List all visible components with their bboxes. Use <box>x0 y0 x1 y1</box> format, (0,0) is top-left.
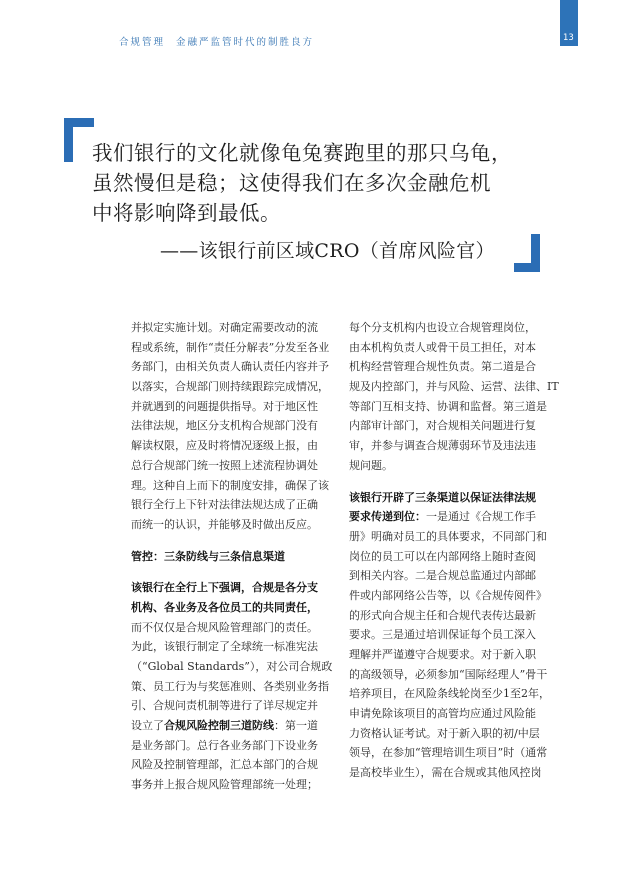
left-column <box>131 318 336 795</box>
right-column <box>349 318 559 783</box>
bold-text-line: 该银行开辟了三条渠道以保证法律法规 <box>349 490 536 504</box>
text-line: 并拟定实施计划。对确定需要改动的流 <box>131 321 318 334</box>
text-line: 册》明确对员工的具体要求，不同部门和 <box>349 529 547 543</box>
text-line-mixed <box>131 716 336 736</box>
text-line: 法律法规，地区分支机构合规部门没有 <box>131 419 318 433</box>
text-line: 内部审计部门，对合规相关问题进行复 <box>349 419 536 433</box>
text-line: 理解并严谨遵守合规要求。对于新入职 <box>349 648 536 661</box>
paragraph-gap <box>131 535 336 547</box>
text-line: 的形式向合规主任和合规代表传达最新 <box>349 608 536 622</box>
quote-line: 中将影响降到最低。 <box>92 201 281 225</box>
text-line: 机构经营管理合规性负责。第二道是合 <box>349 360 536 374</box>
text-line: 务部门，由相关负责人确认责任内容并予 <box>131 360 329 374</box>
page-number: 13 <box>563 33 574 43</box>
quote-line: 虽然慢但是稳；这使得我们在多次金融危机 <box>92 171 491 195</box>
paragraph-gap <box>349 476 559 488</box>
text-line: 件或内部网络公告等，以《合规传阅件》 <box>349 588 547 602</box>
page-header <box>0 0 620 60</box>
section-heading: 管控：三条防线与三条信息渠道 <box>131 549 285 563</box>
text-line: 银行全行上下针对法律法规达成了正确 <box>131 498 318 512</box>
quote-bracket-top-left <box>64 118 94 162</box>
header-subtitle: 金融严监管时代的制胜良方 <box>176 37 315 48</box>
text-line: 申请免除该项目的高管均应通过风险能 <box>349 707 536 721</box>
text-line: 力资格认证考试。对于新入职的初/中层 <box>349 726 540 740</box>
pull-quote <box>92 138 522 228</box>
bold-text-line: 机构、各业务及各位员工的共同责任， <box>131 600 318 614</box>
paragraph-gap <box>131 566 336 578</box>
text-fragment: ：第一道 <box>274 719 318 733</box>
text-line: 规问题。 <box>349 458 393 472</box>
text-line: 岗位的员工可以在内部网络上随时查阅 <box>349 549 536 563</box>
text-line: 解读权限，应及时将情况逐级上报，由 <box>131 439 318 453</box>
text-line: （“Global Standards”），对公司合规政 <box>131 660 333 673</box>
text-line: 由本机构负责人或骨干员工担任，对本 <box>349 340 536 354</box>
text-line: 总行合规部门统一按照上述流程协调处 <box>131 458 318 472</box>
text-line: 是高校毕业生），需在合规或其他风控岗 <box>349 766 542 780</box>
text-line: 为此，该银行制定了全球统一标准宪法 <box>131 640 318 654</box>
text-line: 规及内控部门，并与风险、运营、法律、IT <box>349 380 559 394</box>
text-line: 要求。三是通过培训保证每个员工深入 <box>349 628 536 642</box>
text-line: 每个分支机构内也设立合规管理岗位， <box>349 321 536 334</box>
text-line: 引、合规问责机制等进行了详尽规定并 <box>131 699 318 713</box>
text-line: 到相关内容。二是合规总监通过内部邮 <box>349 569 536 583</box>
text-line: 而统一的认识，并能够及时做出反应。 <box>131 517 318 531</box>
text-fragment: 一是通过《合规工作手 <box>426 510 536 524</box>
bold-fragment: 要求传递到位： <box>349 510 426 524</box>
running-header <box>119 34 320 48</box>
text-line: 理。这种自上而下的制度安排，确保了该 <box>131 478 329 492</box>
bold-text-line: 该银行在全行上下强调，合规是各分支 <box>131 581 318 595</box>
text-line: 是业务部门。总行各业务部门下设业务 <box>131 738 318 752</box>
text-line: 领导，在参加“管理培训生项目”时（通常 <box>349 746 548 760</box>
text-line: 事务并上报合规风险管理部统一处理； <box>131 778 318 792</box>
text-line: 等部门互相支持、协调和监督。第三道是 <box>349 399 547 413</box>
text-line: 程或系统，制作“责任分解表”分发至各业 <box>131 340 330 354</box>
text-line: 审，并参与调查合规薄弱环节及违法违 <box>349 439 536 453</box>
text-line: 以落实，合规部门则持续跟踪完成情况， <box>131 380 329 394</box>
bold-fragment: 合规风险控制三道防线 <box>164 719 274 733</box>
quote-attribution: ——该银行前区域CRO（首席风险官） <box>160 240 495 262</box>
text-fragment: 设立了 <box>131 719 164 733</box>
text-line: 并就遇到的问题提供指导。对于地区性 <box>131 399 318 413</box>
quote-bracket-bottom-right <box>514 234 540 272</box>
text-line: 而不仅仅是合规风险管理部门的责任。 <box>131 620 318 634</box>
header-section: 合规管理 <box>119 37 166 48</box>
text-line: 培养项目，在风险条线轮岗至少1至2年， <box>349 687 550 701</box>
text-line: 风险及控制管理部，汇总本部门的合规 <box>131 758 318 772</box>
text-line: 的高级领导，必须参加“国际经理人”骨干 <box>349 667 548 681</box>
quote-line: 我们银行的文化就像龟兔赛跑里的那只乌龟， <box>92 141 512 165</box>
text-line-mixed <box>349 507 559 527</box>
text-line: 策、员工行为与奖惩准则、各类别业务指 <box>131 679 329 693</box>
